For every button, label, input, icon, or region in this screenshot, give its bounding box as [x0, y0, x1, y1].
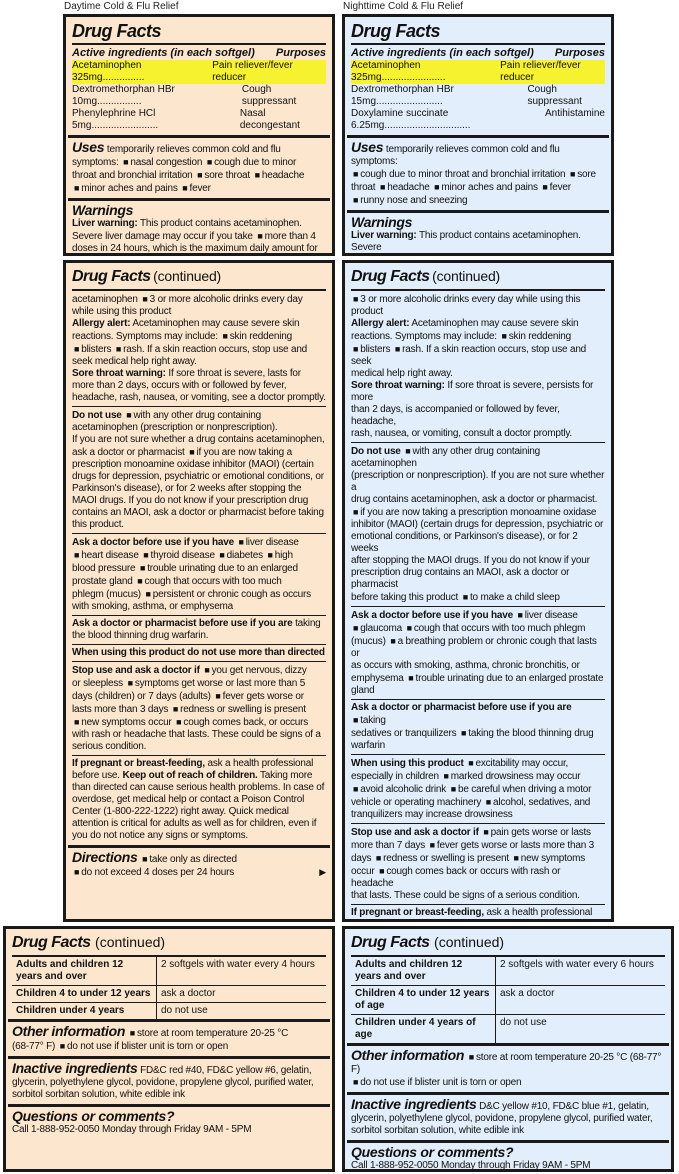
directions-heading: Directions — [72, 849, 138, 865]
day-active-ingredients-section — [68, 19, 330, 138]
night-drug-facts-panel-1 — [342, 14, 614, 256]
drug-facts-title: Drug Facts — [72, 268, 151, 285]
night-questions: Questions or comments? Call 1-888-952-0050 Monday through Friday 9AM - 5PM — [347, 1143, 669, 1172]
night-ask-doctor: Ask a doctor before use if you have ■ liver disease ■ glaucoma ■ cough that occurs with too much phlegm (mucus) ■ a breathing problem or chronic cough that lasts or as occurs with smoking, asthma, chronic bronchitis, or emphysema ■ trouble urinating due to an enlarged prostate gland — [351, 606, 605, 697]
nighttime-label: Nighttime Cold & Flu Relief — [343, 1, 464, 12]
ingredient-row: Acetaminophen 325mg....................... Pain reliever/fever reducer — [351, 60, 605, 84]
night-drug-facts-panel-2 — [342, 260, 614, 922]
dosage-table — [351, 955, 665, 1043]
night-inactive-ingredients: Inactive ingredients D&C yellow #10, FD&C blue #1, gelatin, glycerin, polyethylene glycol, povidone, propylene glycol, purified water, sorbitol sorbitan solution, white edible ink — [347, 1095, 669, 1143]
day-pregnant: If pregnant or breast-feeding, ask a health professional before use. Keep out of reach of children. Taking more than directed can cause serious health problems. In case of overdose, get medical help or contact a Poison Control Center (1-800-222-1222) right away. Quick medical attention is critical for adults as well as for children, even if you do not notice any signs or symptoms. — [72, 755, 326, 842]
purposes-heading: Purposes — [554, 47, 605, 59]
night-drug-facts-panel-3 — [342, 926, 674, 1172]
day-directions-section: Directions ■ take only as directed ■ do not exceed 4 doses per 24 hours ▶ — [72, 849, 326, 878]
ingredient-row: Phenylephrine HCl 5mg........................ Nasal decongestant — [72, 108, 300, 131]
other-information-heading: Other information — [351, 1047, 465, 1063]
night-ask-pharmacist: Ask a doctor or pharmacist before use if you are ■ taking sedatives or tranquilizers ■ taking the blood thinning drug warfarin — [351, 699, 605, 752]
drug-facts-title: Drug Facts — [351, 21, 441, 41]
night-warnings-continued: Drug Facts (continued) ■ 3 or more alcoholic drinks every day while using this product Allergy alert: Acetaminophen may cause severe skin reactions. Symptoms may include: ■ skin reddening ■ blisters ■ rash. If a skin reaction occurs, stop use and seek medical help right away. Sore throat warning: If sore throat is severe, persists for more than 2 days, is accompanied or followed by fever, headache, rash, nausea, or vomiting, consult a doctor promptly. Do not use ■ with any other drug containing acetaminophen (prescription or nonprescription). If you are not sure whether a drug contains acetaminophen, ask a doctor or pharmacist. ■ if you are now taking a prescription monoamine oxidase inhibitor (MAOI) (certain drugs for depression, psychiatric or emotional conditions, or Parkinson's disease), or for 2 weeks after stopping the MAOI drugs. If you do not know if your prescription drug contains an MAOI, ask a doctor or pharmacist before taking this product ■ to make a child sleep Ask a doctor before use if you have ■ liver disease ■ glaucoma ■ cough that occurs with too much phlegm (mucus) ■ a breathing problem or chronic cough that lasts or as occurs with smoking, asthma, chronic bronchitis, or emphysema ■ trouble urinating due to an enlarged prostate gland Ask a doctor or pharmacist before use if you are ■ taking sedatives or tranquilizers ■ taking the blood thinning drug warfarin When using this product ■ excitability may occur, especially in children ■ marked drowsiness may occur ■ avoid alcoholic drink ■ be careful when driving a motor vehicle or operating machinery ■ alcohol, sedatives, and tranquilizers may increase drowsiness Stop use and ask a doctor if ■ pain gets worse or lasts more than 7 days ■ fever gets worse or lasts more than 3 days ■ redness or swelling is present ■ new symptoms occur ■ cough comes back or occurs with rash or headache that lasts. These could be signs of a serious condition. If pregnant or breast-feeding, ask a health professional — [347, 265, 609, 922]
uses-heading: Uses — [72, 139, 105, 155]
day-ask-pharmacist: Ask a doctor or pharmacist before use if you are taking the blood thinning drug warfarin. — [72, 615, 326, 642]
daytime-label: Daytime Cold & Flu Relief — [64, 1, 179, 12]
night-directions-table: Drug Facts (continued) Adults and children 12 years and over 2 softgels with water every 6 hours Children 4 to under 12 years of age ask a doctor Children under 4 years of age do not use — [347, 931, 669, 1046]
day-drug-facts-panel-3 — [3, 926, 335, 1172]
other-information-heading: Other information — [12, 1023, 126, 1039]
uses-heading: Uses — [351, 139, 384, 155]
drug-facts-title: Drug Facts — [351, 934, 430, 951]
table-row: Children under 4 years of age do not use — [351, 1015, 665, 1044]
day-drug-facts-panel-1 — [63, 14, 335, 256]
night-warnings-section: Warnings Liver warning: This product contains acetaminophen. Severe — [347, 213, 609, 256]
active-ingredients-heading: Active ingredients (in each softgel) — [351, 47, 534, 59]
drug-facts-title: Drug Facts — [12, 934, 91, 951]
night-stop-use: Stop use and ask a doctor if ■ pain gets worse or lasts more than 7 days ■ fever gets worse or lasts more than 3 days ■ redness or swelling is present ■ new symptoms occur ■ cough comes back or occurs with rash or headache that lasts. These could be signs of a serious condition. — [351, 823, 605, 902]
questions-heading: Questions or comments? — [12, 1108, 175, 1124]
day-warnings-section: Warnings Liver warning: This product contains acetaminophen. Severe liver damage may occur if you take ■ more than 4 doses in 24 hours, which is the maximum daily amount for — [68, 201, 330, 256]
night-pregnant: If pregnant or breast-feeding, ask a health professional — [351, 904, 605, 922]
continue-arrow-icon: ▶ — [319, 867, 326, 877]
warnings-heading: Warnings — [351, 214, 413, 230]
day-inactive-ingredients: Inactive ingredients FD&C red #40, FD&C yellow #6, gelatin, glycerin, polyethylene glycol, povidone, propylene glycol, purified water, sorbitol sorbitan solution, white edible ink — [8, 1059, 330, 1107]
ingredient-row: Acetaminophen 325mg............... Pain reliever/fever reducer — [72, 60, 326, 84]
day-drug-facts-panel-2 — [63, 260, 335, 922]
inactive-ingredients-heading: Inactive ingredients — [351, 1096, 477, 1112]
ingredient-row: Dextromethorphan HBr 10mg................ Cough suppressant — [72, 84, 297, 107]
day-warnings-continued: Drug Facts (continued) acetaminophen ■ 3 or more alcoholic drinks every day while using this product Allergy alert: Acetaminophen may cause severe skin reactions. Symptoms may include: ■ skin reddening ■ blisters ■ rash. If a skin reaction occurs, stop use and seek medical help right away. Sore throat warning: If sore throat is severe, lasts for more than 2 days, occurs with or followed by fever, headache, rash, nausea, or vomiting, see a doctor promptly. Do not use ■ with any other drug containing acetaminophen (prescription or nonprescription). If you are not sure whether a drug contains acetaminophen, ask a doctor or pharmacist ■ if you are now taking a prescription monoamine oxidase inhibitor (MAOI) (certain drugs for depression, psychiatric or emotional conditions, or Parkinson's disease), or for 2 weeks after stopping the MAOI drugs. If you do not know if your prescription drug contains an MAOI, ask a doctor or pharmacist before taking this product. Ask a doctor before use if you have ■ liver disease ■ heart disease ■ thyroid disease ■ diabetes ■ high blood pressure ■ trouble urinating due to an enlarged prostate gland ■ cough that occurs with too much phlegm (mucus) ■ persistent or chronic cough as occurs with smoking, asthma, or emphysema Ask a doctor or pharmacist before use if you are taking the blood thinning drug warfarin. When using this product do not use more than directed Stop use and ask a doctor if ■ you get nervous, dizzy or sleepless ■ symptoms get worse or last more than 5 days (children) or 7 days (adults) ■ fever gets worse or lasts more than 3 days ■ redness or swelling is present ■ new symptoms occur ■ cough comes back, or occurs with rash or headache that lasts. These could be signs of a serious condition. If pregnant or breast-feeding, ask a health professional before use. Keep out of reach of children. Taking more than directed can cause serious health problems. In case of overdose, get medical help or contact a Poison Control Center (1-800-222-1222) right away. Quick medical attention is critical for adults as well as for children, even if you do not notice any signs or symptoms. — [68, 265, 330, 848]
day-other-information: Other information ■ store at room temperature 20-25 °C (68-77° F) ■ do not use if blister unit is torn or open — [8, 1022, 330, 1059]
night-active-ingredients-section — [347, 19, 609, 138]
warnings-heading: Warnings — [72, 202, 134, 218]
night-when-using: When using this product ■ excitability may occur, especially in children ■ marked drowsiness may occur ■ avoid alcoholic drink ■ be careful when driving a motor vehicle or operating machinery ■ alcohol, sedatives, and tranquilizers may increase drowsiness — [351, 754, 605, 821]
day-directions-table: Drug Facts (continued) Adults and children 12 years and over 2 softgels with water every 4 hours Children 4 to under 12 years ask a doctor Children under 4 years do not use — [8, 931, 330, 1022]
day-ask-doctor: Ask a doctor before use if you have ■ liver disease ■ heart disease ■ thyroid disease ■ diabetes ■ high blood pressure ■ trouble urinating due to an enlarged prostate gland ■ cough that occurs with too much phlegm (mucus) ■ persistent or chronic cough as occurs with smoking, asthma, or emphysema — [72, 533, 326, 613]
ingredient-row: Doxylamine succinate 6.25mg............................... Antihistamine — [351, 108, 605, 131]
day-uses-section: Uses temporarily relieves common cold and flu symptoms: ■ nasal congestion ■ cough due to minor throat and bronchial irritation ■ sore throat ■ headache ■ minor aches and pains ■ fever — [68, 138, 330, 201]
inactive-ingredients-heading: Inactive ingredients — [12, 1060, 138, 1076]
table-row: Adults and children 12 years and over 2 softgels with water every 4 hours — [12, 956, 326, 986]
drug-facts-title: Drug Facts — [351, 268, 430, 285]
dosage-table — [12, 955, 326, 1019]
day-stop-use: Stop use and ask a doctor if ■ you get nervous, dizzy or sleepless ■ symptoms get worse or last more than 5 days (children) or 7 days (adults) ■ fever gets worse or lasts more than 3 days ■ redness or swelling is present ■ new symptoms occur ■ cough comes back, or occurs with rash or headache that lasts. These could be signs of a serious condition. — [72, 661, 326, 753]
questions-heading: Questions or comments? — [351, 1144, 514, 1160]
active-ingredients-heading: Active ingredients (in each softgel) — [72, 47, 255, 59]
table-row: Children under 4 years do not use — [12, 1003, 326, 1020]
table-row: Children 4 to under 12 years of age ask a doctor — [351, 986, 665, 1015]
table-row: Adults and children 12 years and over 2 softgels with water every 6 hours — [351, 956, 665, 986]
day-when-using: When using this product do not use more than directed — [72, 644, 326, 659]
night-uses-section: Uses temporarily relieves common cold and flu symptoms: ■ cough due to minor throat and bronchial irritation ■ sore throat ■ headache ■ minor aches and pains ■ fever ■ runny nose and sneezing — [347, 138, 609, 213]
ingredient-row: Dextromethorphan HBr 15mg........................ Cough suppressant — [351, 84, 582, 107]
night-do-not-use: Do not use ■ with any other drug containing acetaminophen (prescription or nonprescription). If you are not sure whether a drug contains acetaminophen, ask a doctor or pharmacist. ■ if you are now taking a prescription monoamine oxidase inhibitor (MAOI) (certain drugs for depression, psychiatric or emotional conditions, or Parkinson's disease), or for 2 weeks after stopping the MAOI drugs. If you do not know if your prescription drug contains an MAOI, ask a doctor or pharmacist before taking this product ■ to make a child sleep — [351, 442, 605, 604]
continue-arrow-icon — [317, 255, 326, 256]
night-other-information: Other information ■ store at room temperature 20-25 °C (68-77° F) ■ do not use if blister unit is torn or open — [347, 1046, 669, 1095]
drug-facts-title: Drug Facts — [72, 21, 162, 41]
day-questions: Questions or comments? Call 1-888-952-0050 Monday through Friday 9AM - 5PM — [8, 1107, 330, 1139]
purposes-heading: Purposes — [275, 47, 326, 59]
table-row: Children 4 to under 12 years ask a doctor — [12, 986, 326, 1003]
day-do-not-use: Do not use ■ with any other drug containing acetaminophen (prescription or nonprescription). If you are not sure whether a drug contains acetaminophen, ask a doctor or pharmacist ■ if you are now taking a prescription monoamine oxidase inhibitor (MAOI) (certain drugs for depression, psychiatric or emotional conditions, or Parkinson's disease), or for 2 weeks after stopping the MAOI drugs. If you do not know if your prescription drug contains an MAOI, ask a doctor or pharmacist before taking this product. — [72, 406, 326, 531]
